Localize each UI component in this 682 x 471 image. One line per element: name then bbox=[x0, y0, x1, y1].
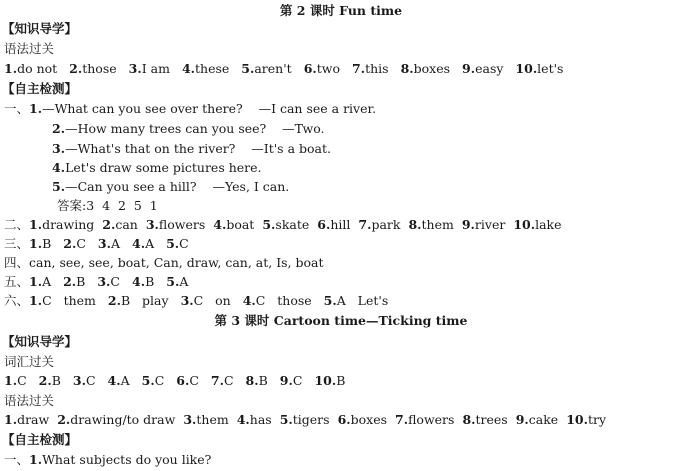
lesson2-part2-answers bbox=[4, 216, 570, 234]
item-text: What subjects do you like? bbox=[42, 452, 212, 467]
lesson2-guide-heading: 【知识导学】 bbox=[2, 21, 78, 36]
answer-number: 8. bbox=[400, 61, 414, 76]
lesson2-grammar-label: 语法过关 bbox=[4, 41, 55, 56]
item-text: Let's draw some pictures here. bbox=[65, 160, 262, 175]
answer-number: 5. bbox=[279, 412, 293, 427]
answer-item bbox=[39, 373, 61, 388]
answer-item bbox=[166, 274, 188, 289]
item-text: —What can you see over there? —I can see a river. bbox=[42, 101, 377, 116]
answer-item bbox=[183, 412, 228, 427]
answer-text: C bbox=[110, 274, 120, 289]
answer-text: them bbox=[421, 217, 454, 232]
answer-text: river bbox=[474, 217, 506, 232]
answer-number: 5. bbox=[323, 293, 337, 308]
answer-text: can bbox=[115, 217, 138, 232]
answer-item bbox=[63, 236, 86, 251]
item-text: —What's that on the river? —It's a boat. bbox=[65, 141, 331, 156]
answer-text: A bbox=[110, 236, 120, 251]
answer-text: B play bbox=[120, 293, 169, 308]
answer-item bbox=[352, 61, 389, 76]
answer-text: C bbox=[292, 373, 303, 388]
part1-prefix: 一、 bbox=[4, 452, 30, 467]
answer-number: 6. bbox=[337, 412, 351, 427]
answer-text: try bbox=[587, 412, 607, 427]
answer-text: tigers bbox=[292, 412, 330, 427]
answer-text: lake bbox=[535, 217, 562, 232]
answer-item bbox=[146, 217, 205, 232]
answer-text: C them bbox=[42, 293, 96, 308]
answer-text: C bbox=[223, 373, 234, 388]
answer-text: A bbox=[145, 236, 155, 251]
answer-number: 5. bbox=[262, 217, 276, 232]
answer-item bbox=[182, 61, 229, 76]
answer-item bbox=[57, 412, 175, 427]
answer-item bbox=[108, 373, 130, 388]
lesson2-part1-line-3 bbox=[52, 140, 331, 158]
answer-text: A bbox=[179, 274, 189, 289]
answer-text: those bbox=[82, 61, 117, 76]
answer-text: B bbox=[145, 274, 155, 289]
answer-number: 1. bbox=[29, 217, 43, 232]
part-prefix: 二、 bbox=[4, 217, 30, 232]
answer-item bbox=[246, 373, 268, 388]
answer-number: 6. bbox=[176, 373, 190, 388]
answer-item bbox=[280, 412, 330, 427]
item-number: 4. bbox=[52, 160, 66, 175]
answer-item bbox=[280, 373, 303, 388]
item-number: 1. bbox=[29, 452, 43, 467]
answer-number: 8. bbox=[408, 217, 422, 232]
answer-text: A Let's bbox=[336, 293, 389, 308]
answer-item bbox=[358, 217, 400, 232]
item-text: —How many trees can you see? —Two. bbox=[65, 121, 325, 136]
answer-number: 9. bbox=[515, 412, 529, 427]
answer-text: C bbox=[189, 373, 199, 388]
answer-number: 2. bbox=[102, 217, 116, 232]
answer-number: 3. bbox=[145, 217, 159, 232]
lesson2-part1-line-2 bbox=[52, 120, 325, 138]
answer-number: 1. bbox=[4, 373, 18, 388]
answer-text: flowers bbox=[408, 412, 455, 427]
answer-item bbox=[29, 236, 51, 251]
part-prefix: 五、 bbox=[4, 274, 30, 289]
answer-item bbox=[4, 373, 27, 388]
answer-number: 3. bbox=[97, 236, 111, 251]
answer-item bbox=[97, 274, 120, 289]
lesson3-vocab-answers bbox=[4, 372, 357, 390]
answer-number: 1. bbox=[29, 274, 43, 289]
answer-item bbox=[4, 61, 57, 76]
answer-number: 7. bbox=[358, 217, 372, 232]
answer-item bbox=[132, 274, 154, 289]
answer-text: boxes bbox=[413, 61, 451, 76]
answer-number: 9. bbox=[279, 373, 293, 388]
answer-number: 1. bbox=[4, 412, 18, 427]
answer-number: 8. bbox=[245, 373, 259, 388]
answer-item bbox=[142, 373, 165, 388]
answer-text: boat bbox=[226, 217, 255, 232]
answer-number: 2. bbox=[69, 61, 83, 76]
answer-item bbox=[63, 274, 85, 289]
answer-text: C bbox=[17, 373, 27, 388]
answer-number: 7. bbox=[395, 412, 409, 427]
answer-item bbox=[462, 61, 503, 76]
lesson3-part1-line-1 bbox=[4, 451, 211, 469]
answer-number: 5. bbox=[166, 236, 180, 251]
lesson3-grammar-label: 语法过关 bbox=[4, 393, 55, 408]
answer-number: 6. bbox=[317, 217, 331, 232]
answer-number: 1. bbox=[29, 236, 43, 251]
part-prefix: 三、 bbox=[4, 236, 30, 251]
answer-item bbox=[108, 293, 169, 308]
answer-item bbox=[181, 293, 231, 308]
answer-text: B bbox=[51, 373, 61, 388]
lesson3-grammar-answers bbox=[4, 411, 614, 429]
answer-number: 3. bbox=[180, 293, 194, 308]
lesson2-grammar-answers bbox=[4, 60, 575, 78]
item-number: 2. bbox=[52, 121, 66, 136]
answer-item bbox=[4, 412, 49, 427]
answer-number: 7. bbox=[210, 373, 224, 388]
answer-item bbox=[29, 274, 51, 289]
item-number: 5. bbox=[52, 179, 66, 194]
answer-text: these bbox=[195, 61, 230, 76]
answer-item bbox=[317, 217, 350, 232]
answer-text: do not bbox=[17, 61, 58, 76]
answer-item bbox=[304, 61, 340, 76]
answer-text: C bbox=[179, 236, 189, 251]
answer-text: C on bbox=[193, 293, 231, 308]
answer-text: park bbox=[371, 217, 401, 232]
answer-text: easy bbox=[475, 61, 504, 76]
part1-prefix: 一、 bbox=[4, 101, 30, 116]
answer-text: B bbox=[42, 236, 52, 251]
answer-text: cake bbox=[528, 412, 559, 427]
lesson2-part1-answer: 答案:3 4 2 5 1 bbox=[57, 198, 158, 213]
answer-item bbox=[176, 373, 199, 388]
answer-number: 10. bbox=[566, 412, 588, 427]
answer-text: trees bbox=[475, 412, 508, 427]
answer-item bbox=[338, 412, 387, 427]
answer-number: 10. bbox=[513, 217, 536, 232]
answer-number: 8. bbox=[462, 412, 476, 427]
answer-text: C bbox=[76, 236, 86, 251]
answer-text: them bbox=[196, 412, 229, 427]
answer-text: C those bbox=[255, 293, 312, 308]
answer-text: A bbox=[120, 373, 130, 388]
answer-number: 9. bbox=[462, 61, 476, 76]
answer-text: aren't bbox=[254, 61, 292, 76]
answer-number: 4. bbox=[242, 293, 256, 308]
answer-item bbox=[462, 412, 507, 427]
answer-item bbox=[462, 217, 505, 232]
answer-number: 2. bbox=[57, 412, 71, 427]
answer-number: 4. bbox=[132, 236, 146, 251]
lesson2-check-heading: 【自主检测】 bbox=[2, 81, 78, 96]
answer-item bbox=[211, 373, 234, 388]
answer-item bbox=[29, 217, 94, 232]
answer-item bbox=[213, 217, 254, 232]
answer-item bbox=[69, 61, 116, 76]
item-number: 1. bbox=[29, 101, 43, 116]
answer-number: 6. bbox=[303, 61, 317, 76]
answer-number: 5. bbox=[166, 274, 180, 289]
answer-number: 4. bbox=[107, 373, 121, 388]
answer-number: 5. bbox=[241, 61, 255, 76]
answer-item bbox=[102, 217, 138, 232]
answer-number: 10. bbox=[314, 373, 337, 388]
lesson3-vocab-label: 词汇过关 bbox=[4, 354, 55, 369]
answer-number: 3. bbox=[183, 412, 197, 427]
answer-item bbox=[515, 61, 563, 76]
lesson3-title: 第 3 课时 Cartoon time—Ticking time bbox=[214, 313, 468, 328]
answer-text: let's bbox=[537, 61, 564, 76]
answer-number: 3. bbox=[97, 274, 111, 289]
answer-item bbox=[166, 236, 189, 251]
answer-number: 7. bbox=[352, 61, 366, 76]
answer-text: flowers bbox=[158, 217, 206, 232]
answer-item bbox=[243, 293, 312, 308]
answer-text: boxes bbox=[350, 412, 388, 427]
lesson2-part1-line-4 bbox=[52, 159, 262, 177]
answer-text: A bbox=[42, 274, 52, 289]
answer-number: 4. bbox=[181, 61, 195, 76]
answer-number: 2. bbox=[38, 373, 52, 388]
lesson3-guide-heading: 【知识导学】 bbox=[2, 334, 78, 349]
answer-text: I am bbox=[141, 61, 170, 76]
answer-text: drawing bbox=[42, 217, 95, 232]
part-prefix: 六、 bbox=[4, 293, 30, 308]
answer-text: two bbox=[316, 61, 341, 76]
answer-item bbox=[241, 61, 291, 76]
answer-number: 4. bbox=[236, 412, 250, 427]
answer-item bbox=[29, 293, 96, 308]
lesson2-part1-line-5 bbox=[52, 178, 289, 196]
answer-item bbox=[314, 373, 345, 388]
answer-item bbox=[566, 412, 606, 427]
answer-item bbox=[262, 217, 309, 232]
answer-number: 3. bbox=[72, 373, 86, 388]
answer-text: B bbox=[76, 274, 86, 289]
answer-text: C bbox=[85, 373, 96, 388]
answer-number: 4. bbox=[132, 274, 146, 289]
answer-text: B bbox=[258, 373, 268, 388]
answer-item bbox=[516, 412, 559, 427]
answer-item bbox=[395, 412, 454, 427]
item-text: —Can you see a hill? —Yes, I can. bbox=[65, 179, 290, 194]
answer-text: B bbox=[336, 373, 346, 388]
answer-text: this bbox=[365, 61, 389, 76]
lesson2-part5-answers bbox=[4, 273, 200, 291]
answer-number: 1. bbox=[29, 293, 43, 308]
answer-number: 2. bbox=[63, 274, 77, 289]
answer-number: 5. bbox=[141, 373, 155, 388]
answer-text: C bbox=[154, 373, 165, 388]
answer-text: draw bbox=[17, 412, 50, 427]
answer-item bbox=[237, 412, 272, 427]
answer-text: skate bbox=[275, 217, 310, 232]
answer-item bbox=[401, 61, 450, 76]
answer-item bbox=[73, 373, 96, 388]
answer-text: has bbox=[249, 412, 272, 427]
answer-number: 2. bbox=[63, 236, 77, 251]
answer-number: 10. bbox=[515, 61, 538, 76]
answer-item bbox=[324, 293, 389, 308]
answer-text: hill bbox=[330, 217, 351, 232]
lesson2-part4-answers: 四、can, see, see, boat, Can, draw, can, at, Is, boat bbox=[4, 255, 324, 270]
answer-item bbox=[98, 236, 120, 251]
answer-number: 2. bbox=[107, 293, 121, 308]
answer-item bbox=[132, 236, 154, 251]
answer-number: 4. bbox=[213, 217, 227, 232]
lesson2-title: 第 2 课时 Fun time bbox=[279, 3, 403, 18]
lesson2-part3-answers bbox=[4, 235, 201, 253]
answer-item bbox=[513, 217, 561, 232]
item-number: 3. bbox=[52, 141, 66, 156]
answer-number: 1. bbox=[4, 61, 18, 76]
lesson2-part1-line-1 bbox=[4, 100, 376, 118]
answer-number: 9. bbox=[461, 217, 475, 232]
lesson2-part6-answers bbox=[4, 292, 400, 310]
answer-item bbox=[408, 217, 453, 232]
answer-number: 3. bbox=[128, 61, 142, 76]
answer-text: drawing/to draw bbox=[70, 412, 176, 427]
lesson3-check-heading: 【自主检测】 bbox=[2, 432, 78, 447]
answer-item bbox=[129, 61, 170, 76]
